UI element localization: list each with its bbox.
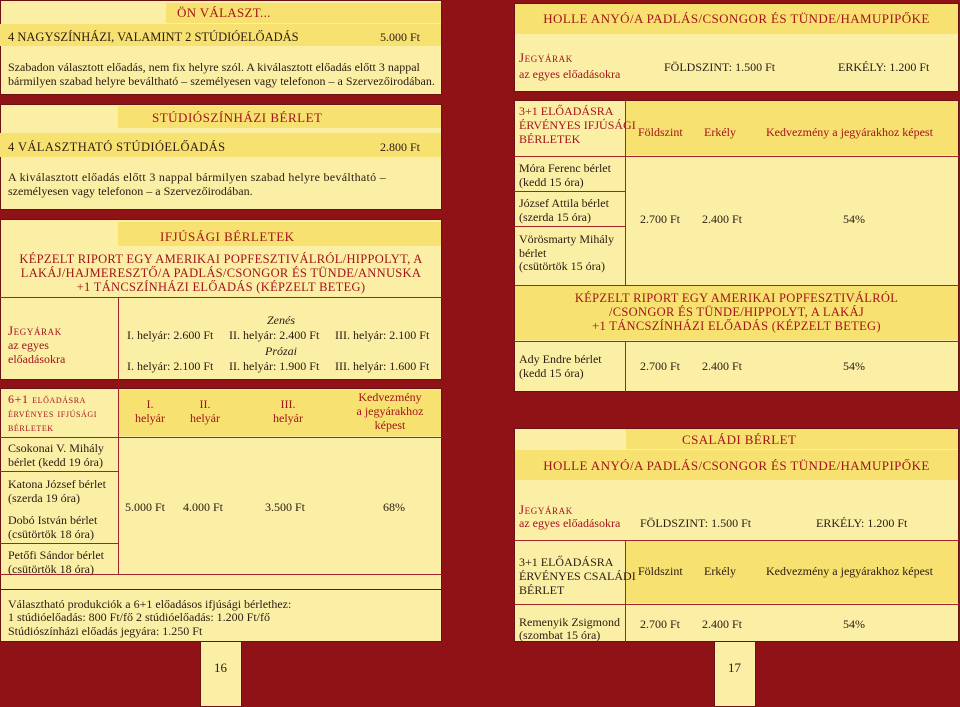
on-valaszt-headline: 4 NAGYSZÍNHÁZI, VALAMINT 2 STÚDIÓELŐADÁS: [8, 30, 299, 44]
ifjusagi-shows-2: LAKÁJ/HAJMERESZTŐ/A PADLÁS/CSONGOR ÉS TÜNDE/ANNUSKA: [20, 266, 422, 280]
berlet-petofi-line-2: (csütörtök 18 óra): [8, 562, 94, 576]
ifjusagi-shows-3: +1 TÁNCSZÍNHÁZI ELŐADÁS (KÉPZELT BETEG): [76, 280, 366, 294]
right-ifj-discount-2: 54%: [843, 359, 865, 373]
on-valaszt-desc-2: bármilyen szabad helyre beváltható – személyesen vagy telefonon – a Szervezőirodában.: [8, 74, 435, 88]
ifjusagi-shows-1: KÉPZELT RIPORT EGY AMERIKAI POPFESZTIVÁLRÓL/HIPPOLYT, A: [19, 252, 423, 266]
table-header-3-line-1: II.: [199, 397, 211, 411]
zenes-price-2: II. helyár: 2.400 Ft: [229, 328, 320, 342]
csaladi-ticket-label-2: az egyes előadásokra: [519, 516, 621, 530]
holle-ticket-label-2: az egyes előadásokra: [519, 67, 621, 81]
csaladi-header-line-2: ÉRVÉNYES CSALÁDI: [519, 569, 636, 583]
foot-note-2: 1 stúdióelőadás: 800 Ft/fő 2 stúdióelőadás: 1.200 Ft/fő: [8, 610, 270, 624]
table-row-divider-2: [0, 543, 118, 544]
csaladi-foldszint: FÖLDSZINT: 1.500 Ft: [640, 516, 752, 530]
prozai-price-2: II. helyár: 1.900 Ft: [229, 359, 320, 373]
csaladi-col-erkely: Erkély: [704, 564, 736, 578]
prozai-price-3: III. helyár: 1.600 Ft: [335, 359, 430, 373]
foot-note-3: Stúdiószínházi előadás jegyára: 1.250 Ft: [8, 624, 203, 638]
berlet-csokonai-line-2: bérlet (kedd 19 óra): [8, 455, 103, 469]
foot-note-1: Választható produkciók a 6+1 előadásos ifjúsági bérlethez:: [8, 597, 292, 611]
table-header-1-line-1: 6+1 előadásra: [8, 392, 87, 406]
ifjusagi-ticket-label-3: előadásokra: [8, 352, 66, 366]
prozai-label: Prózai: [264, 344, 297, 358]
berlet-petofi-line-1: Petőfi Sándor bérlet: [8, 548, 104, 562]
table-header-1-line-2: érvényes ifjúsági: [8, 406, 98, 420]
on-valaszt-desc-1: Szabadon választott előadás, nem fix helyre szól. A kiválasztott előadás előtt 3 nappal: [8, 60, 420, 74]
table-header-3-line-2: helyár: [190, 411, 220, 425]
berlet-katona-line-2: (szerda 19 óra): [8, 491, 80, 505]
csaladi-title: CSALÁDI BÉRLET: [682, 432, 797, 447]
berlet-vorosmarty-line-3: (csütörtök 15 óra): [519, 259, 605, 273]
right-ifj-row-divider-1: [514, 191, 625, 192]
csaladi-erkely: ERKÉLY: 1.200 Ft: [816, 516, 908, 530]
csaladi-subtitle: HOLLE ANYÓ/A PADLÁS/CSONGOR ÉS TÜNDE/HAMUPIPŐKE: [543, 458, 930, 473]
right-ifj-header-divider: [514, 156, 959, 157]
berlet-vorosmarty-line-1: Vörösmarty Mihály: [519, 232, 614, 246]
right-ifj-col-divider-2: [625, 341, 626, 392]
right-ifj-col-foldszint: Földszint: [638, 125, 683, 139]
berlet-katona-line-1: Katona József bérlet: [8, 477, 106, 491]
table-col-divider: [118, 388, 119, 574]
berlet-jozsef-line-2: (szerda 15 óra): [519, 210, 591, 224]
csaladi-discount: 54%: [843, 617, 865, 631]
berlet-remenyik-line-2: (szombat 15 óra): [519, 628, 601, 642]
csaladi-price-1: 2.700 Ft: [640, 617, 681, 631]
studio-desc-1: A kiválasztott előadás előtt 3 nappal bármilyen szabad helyre beváltható –: [8, 170, 387, 184]
zenes-price-1: I. helyár: 2.600 Ft: [127, 328, 214, 342]
csaladi-header-line-1: 3+1 ELŐADÁSRA: [519, 555, 614, 569]
ifjusagi-vdivider: [118, 297, 119, 380]
studio-price: 2.800 Ft: [380, 140, 421, 154]
berlet-remenyik-line-1: Remenyik Zsigmond: [519, 615, 620, 629]
berlet-dobo-line-2: (csütörtök 18 óra): [8, 527, 94, 541]
table-header-1-line-3: bérletek: [8, 420, 54, 434]
right-ifj-col-kedvezmeny: Kedvezmény a jegyárakhoz képest: [766, 125, 933, 139]
berlet-dobo-line-1: Dobó István bérlet: [8, 513, 98, 527]
right-ifj-shows-1: KÉPZELT RIPORT EGY AMERIKAI POPFESZTIVÁLRÓL: [574, 291, 899, 305]
table-price-2: 4.000 Ft: [183, 500, 224, 514]
on-valaszt-title: ÖN VÁLASZT...: [177, 5, 271, 20]
berlet-csokonai-line-1: Csokonai V. Mihály: [8, 441, 104, 455]
zenes-price-3: III. helyár: 2.100 Ft: [335, 328, 430, 342]
ifjusagi-title: IFJÚSÁGI BÉRLETEK: [160, 229, 295, 244]
right-ifj-shows-2: /CSONGOR ÉS TÜNDE/HIPPOLYT, A LAKÁJ: [609, 305, 864, 319]
table-header-divider: [0, 437, 442, 438]
right-ifj-price-2: 2.400 Ft: [702, 212, 743, 226]
csaladi-header-line-3: BÉRLET: [519, 583, 565, 597]
table-discount: 68%: [383, 500, 405, 514]
prozai-price-1: I. helyár: 2.100 Ft: [127, 359, 214, 373]
berlet-ady-line-2: (kedd 15 óra): [519, 366, 584, 380]
csaladi-col-foldszint: Földszint: [638, 564, 683, 578]
right-ifj-shows-3: +1 TÁNCSZÍNHÁZI ELŐADÁS (KÉPZELT BETEG): [592, 319, 881, 333]
table-price-1: 5.000 Ft: [125, 500, 166, 514]
right-ifj-header-line-2: ÉRVÉNYES IFJÚSÁGI: [519, 118, 636, 132]
studio-desc-2: személyesen vagy telefonon – a Szervezőirodában.: [8, 184, 253, 198]
berlet-ady-line-1: Ady Endre bérlet: [519, 352, 602, 366]
page-number-left: 16: [214, 660, 227, 675]
berlet-mora-line-2: (kedd 15 óra): [519, 175, 584, 189]
table-header-4-line-1: III.: [280, 397, 296, 411]
table-header-2-line-2: helyár: [135, 411, 165, 425]
right-ifj-discount: 54%: [843, 212, 865, 226]
right-ifj-price-1: 2.700 Ft: [640, 212, 681, 226]
page-number-right: 17: [728, 660, 741, 675]
on-valaszt-price: 5.000 Ft: [380, 30, 421, 44]
holle-foldszint: FÖLDSZINT: 1.500 Ft: [664, 60, 776, 74]
csaladi-col-kedvezmeny: Kedvezmény a jegyárakhoz képest: [766, 564, 933, 578]
table-price-3: 3.500 Ft: [265, 500, 306, 514]
table-header-5-line-1: Kedvezmény: [358, 390, 422, 404]
csaladi-divider-2: [514, 604, 959, 605]
table-header-2-line-1: I.: [146, 397, 154, 411]
berlet-mora-line-1: Móra Ferenc bérlet: [519, 161, 611, 175]
right-ifj-header-line-1: 3+1 ELŐADÁSRA: [519, 104, 614, 118]
table-header-5-line-2: a jegyárakhoz: [356, 404, 424, 418]
studio-headline: 4 VÁLASZTHATÓ STÚDIÓELŐADÁS: [8, 140, 226, 154]
table-row-divider-1: [0, 471, 118, 472]
holle-erkely: ERKÉLY: 1.200 Ft: [838, 60, 930, 74]
right-ifj-price-3: 2.700 Ft: [640, 359, 681, 373]
right-ifj-shows-divider-2: [514, 341, 959, 342]
csaladi-ticket-label-1: Jegyárak: [519, 502, 573, 517]
right-ifj-price-4: 2.400 Ft: [702, 359, 743, 373]
right-ifj-row-divider-2: [514, 226, 625, 227]
studio-title: STÚDIÓSZÍNHÁZI BÉRLET: [152, 110, 323, 125]
berlet-jozsef-line-1: József Attila bérlet: [519, 196, 609, 210]
csaladi-price-2: 2.400 Ft: [702, 617, 743, 631]
berlet-vorosmarty-line-2: bérlet: [519, 246, 547, 260]
holle-ticket-label-1: Jegyárak: [519, 50, 573, 65]
ifjusagi-ticket-label-1: Jegyárak: [8, 323, 62, 338]
ifjusagi-divider: [0, 297, 442, 298]
right-ifj-col-erkely: Erkély: [704, 125, 736, 139]
table-header-4-line-2: helyár: [273, 411, 303, 425]
zenes-label: Zenés: [267, 313, 295, 327]
ifjusagi-ticket-label-2: az egyes: [8, 338, 49, 352]
table-header-5-line-3: képest: [374, 418, 406, 432]
right-ifj-header-line-3: BÉRLETEK: [519, 132, 581, 146]
holle-title: HOLLE ANYÓ/A PADLÁS/CSONGOR ÉS TÜNDE/HAMUPIPŐKE: [543, 11, 930, 26]
